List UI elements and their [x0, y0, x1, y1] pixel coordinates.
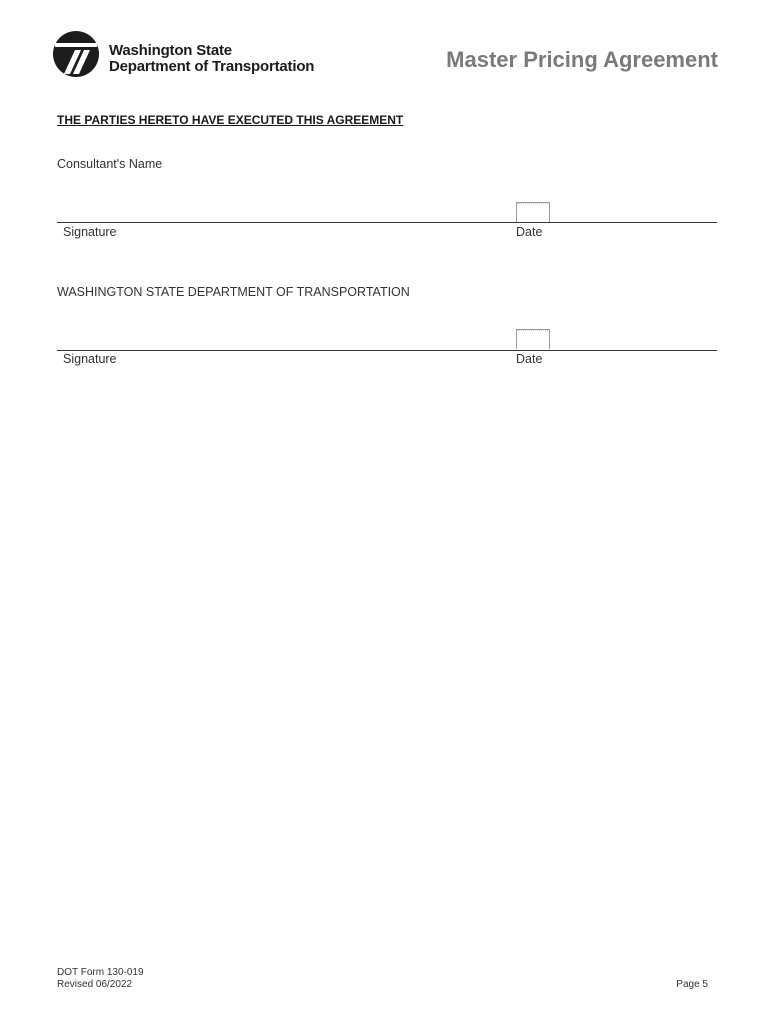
consultant-signature-line[interactable] — [57, 222, 717, 223]
wsdot-date-label: Date — [516, 352, 543, 366]
wsdot-signature-label: Signature — [63, 352, 117, 366]
footer-form-info — [57, 967, 144, 991]
wsdot-date-field[interactable] — [516, 329, 550, 349]
consultant-name-label: Consultant's Name — [57, 157, 163, 171]
form-number: DOT Form 130-019 — [57, 967, 144, 978]
logo-line-2: Department of Transportation — [109, 58, 315, 75]
logo-wordmark — [109, 43, 314, 75]
consultant-signature-label: Signature — [63, 225, 117, 239]
logo-line-1: Washington State — [109, 42, 232, 59]
page-number: Page 5 — [676, 979, 708, 990]
wsdot-logo — [52, 30, 352, 86]
wsdot-label: WASHINGTON STATE DEPARTMENT OF TRANSPORTATION — [57, 285, 410, 299]
document-title: Master Pricing Agreement — [446, 47, 718, 72]
revised-date: Revised 06/2022 — [57, 979, 133, 990]
consultant-date-label: Date — [516, 225, 543, 239]
wsdot-signature-line[interactable] — [57, 350, 717, 351]
execution-heading: THE PARTIES HERETO HAVE EXECUTED THIS AGREEMENT — [57, 113, 404, 127]
wsdot-logo-icon — [52, 30, 100, 78]
consultant-date-field[interactable] — [516, 202, 550, 222]
